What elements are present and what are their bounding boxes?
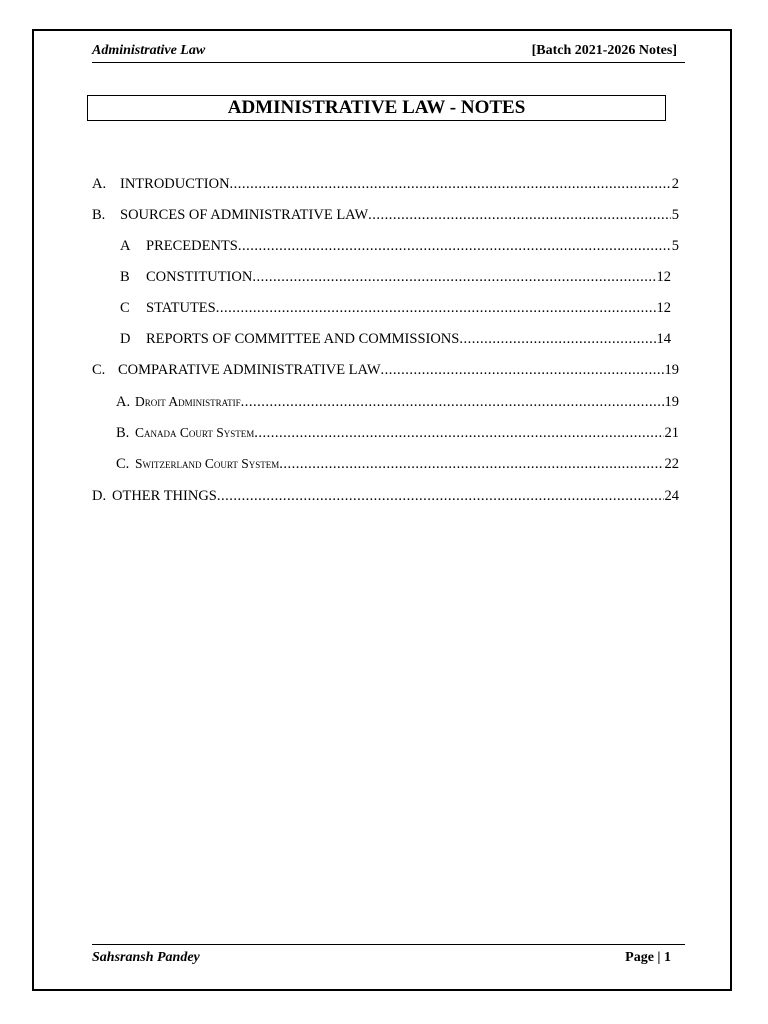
toc-leader-dots (459, 331, 655, 348)
toc-entry-label: COMPARATIVE ADMINISTRATIVE LAW (118, 362, 381, 378)
page-footer (92, 944, 685, 969)
toc-entry-label: Canada Court System (135, 425, 255, 440)
toc-entry-page: 14 (656, 331, 671, 347)
toc-entry-canada-court[interactable] (116, 425, 679, 442)
toc-entry-page: 24 (664, 488, 679, 504)
toc-entry-page: 19 (664, 394, 679, 410)
toc-entry-page: 22 (664, 456, 679, 472)
toc-entry-number: D. (92, 488, 107, 504)
page-header (92, 43, 685, 63)
toc-entry-label: Switzerland Court System (135, 456, 280, 471)
toc-leader-dots (368, 207, 671, 224)
header-batch: [Batch 2021-2026 Notes] (531, 43, 677, 58)
toc-entry-label: Droit Administratif (135, 394, 241, 409)
toc-leader-dots (252, 269, 655, 286)
toc-entry-precedents[interactable] (120, 238, 679, 255)
toc-entry-page: 21 (664, 425, 679, 441)
toc-leader-dots (279, 456, 663, 473)
toc-entry-number: A (120, 238, 131, 254)
footer-author: Sahsransh Pandey (92, 950, 200, 965)
toc-entry-number: B. (116, 425, 130, 441)
toc-leader-dots (381, 362, 664, 379)
toc-entry-label: SOURCES OF ADMINISTRATIVE LAW (120, 207, 369, 223)
toc-entry-page: 5 (671, 207, 679, 223)
toc-entry-page: 5 (671, 238, 679, 254)
toc-entry-sources[interactable] (92, 207, 679, 224)
footer-page-number: Page | 1 (625, 950, 671, 965)
toc-leader-dots (238, 238, 671, 255)
toc-leader-dots (241, 394, 664, 411)
toc-leader-dots (254, 425, 663, 442)
toc-entry-number: C. (116, 456, 130, 472)
toc-entry-label: REPORTS OF COMMITTEE AND COMMISSIONS (146, 331, 460, 347)
toc-entry-number: B. (92, 207, 106, 223)
toc-entry-label: INTRODUCTION (120, 176, 230, 192)
toc-entry-label: CONSTITUTION (146, 269, 253, 285)
header-subject: Administrative Law (92, 43, 206, 58)
toc-entry-introduction[interactable] (92, 176, 679, 193)
toc-entry-number: D (120, 331, 131, 347)
toc-entry-droit-administratif[interactable] (116, 394, 679, 411)
toc-entry-switzerland-court[interactable] (116, 456, 679, 473)
document-title: ADMINISTRATIVE LAW - NOTES (87, 95, 666, 121)
toc-leader-dots (216, 300, 656, 317)
toc-entry-page: 12 (656, 300, 671, 316)
toc-entry-constitution[interactable] (120, 269, 671, 286)
toc-entry-page: 12 (656, 269, 671, 285)
toc-entry-other-things[interactable] (92, 488, 679, 505)
toc-entry-page: 19 (664, 362, 679, 378)
toc-entry-number: C. (92, 362, 106, 378)
toc-entry-label: OTHER THINGS (112, 488, 217, 504)
toc-entry-number: A. (92, 176, 107, 192)
toc-entry-reports[interactable] (120, 331, 671, 348)
toc-entry-label: STATUTES (146, 300, 216, 316)
toc-entry-number: C (120, 300, 130, 316)
toc-entry-label: PRECEDENTS (146, 238, 238, 254)
page-border (32, 29, 732, 991)
toc-entry-page: 2 (671, 176, 679, 192)
toc-leader-dots (230, 176, 671, 193)
toc-entry-statutes[interactable] (120, 300, 671, 317)
toc-entry-number: A. (116, 394, 131, 410)
toc-entry-comparative[interactable] (92, 362, 679, 379)
toc-entry-number: B (120, 269, 130, 285)
toc-leader-dots (217, 488, 664, 505)
